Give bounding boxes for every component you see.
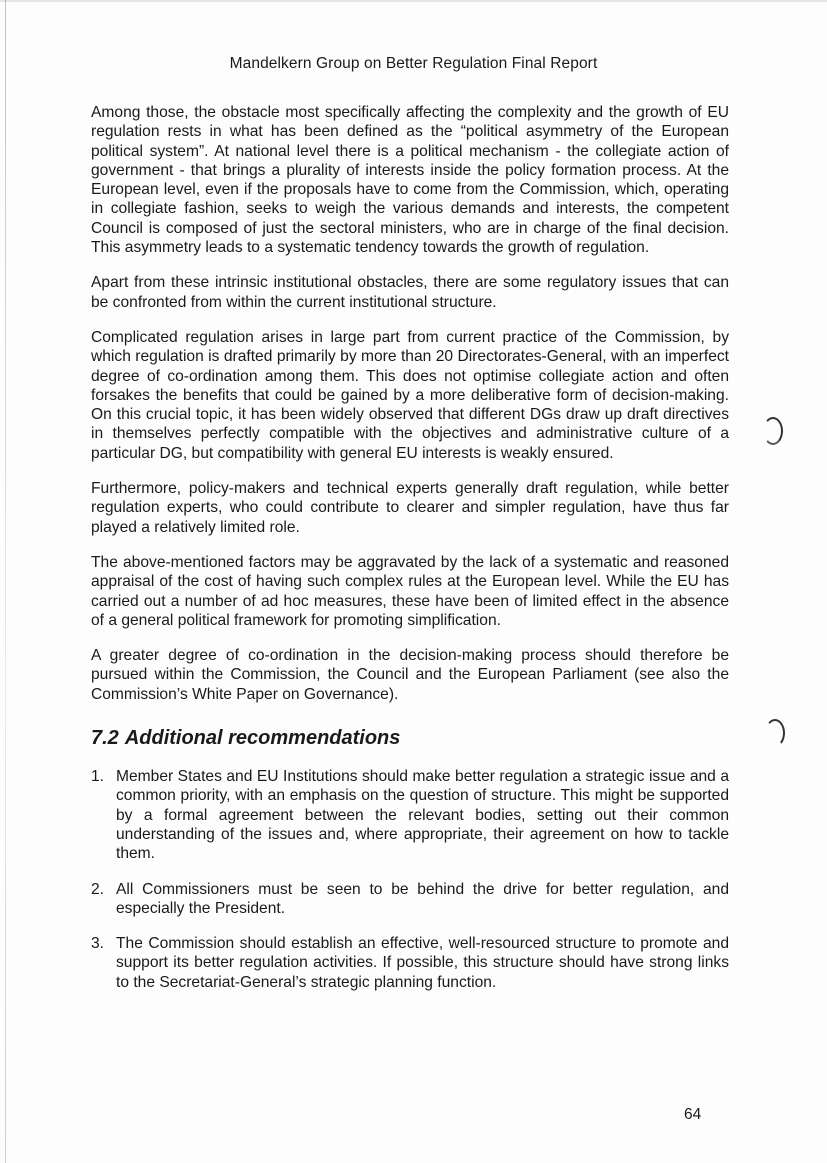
list-item-text: All Commissioners must be seen to be behind the drive for better regulation, and especially the President. — [116, 880, 729, 917]
list-item — [91, 880, 729, 919]
page-number: 64 — [684, 1106, 702, 1123]
section-title: Additional recommendations — [124, 727, 401, 750]
paragraph-political-asymmetry: Among those, the obstacle most specifically affecting the complexity and the growth of EU regulation rests in what has been defined as the “political asymmetry of the European political system”. At national level there is a political mechanism - the collegiate action of government - that brings a plurality of interests inside the policy formation process. At the European level, even if the proposals have to come from the Commission, which, operating in collegiate fashion, seeks to weigh the various demands and interests, the competent Council is composed of just the sectoral ministers, who are in charge of the final decision. This asymmetry leads to a systematic tendency towards the growth of regulation. — [91, 104, 729, 257]
scan-edge-left — [5, 0, 6, 1163]
paragraph-coordination: A greater degree of co-ordination in the decision-making process should therefore be pursued within the Commission, the Council and the European Parliament (see also the Commission’s White Paper on Governance). — [91, 647, 729, 703]
punch-hole-mark — [765, 719, 785, 747]
section-number: 7.2 — [91, 727, 119, 750]
list-item-number: 3. — [91, 935, 105, 953]
list-item-number: 2. — [91, 880, 105, 898]
list-item-text: The Commission should establish an effective, well-resourced structure to promote and support its better regulation activities. If possible, this structure should have strong links to the Secretariat-General’s strategic planning function. — [116, 935, 729, 991]
list-item — [91, 934, 729, 992]
running-header: Mandelkern Group on Better Regulation Final Report — [229, 55, 598, 72]
paragraph-institutional-obstacles: Apart from these intrinsic institutional obstacles, there are some regulatory issues that can be confronted from within the current institutional structure. — [91, 274, 729, 311]
scan-edge-top — [0, 0, 827, 2]
paragraph-aggravating-factors: The above-mentioned factors may be aggravated by the lack of a systematic and reasoned appraisal of the cost of having such complex rules at the European level. While the EU has carried out a number of ad hoc measures, these have been of limited effect in the absence of a general political framework for promoting simplification. — [91, 553, 729, 629]
list-item-text: Member States and EU Institutions should make better regulation a strategic issue and a common priority, with an emphasis on the question of structure. This might be supported by a formal agreement between the relevant bodies, setting out their common understanding of the issues and, where appropriate, their agreement on how to tackle them. — [116, 768, 729, 863]
punch-hole-mark — [763, 417, 783, 445]
body-text — [91, 103, 729, 1008]
paragraph-complicated-regulation: Complicated regulation arises in large part from current practice of the Commission, by which regulation is drafted primarily by more than 20 Directorates-General, with an imperfect degree of co-ordination among them. This does not optimise collegiate action and often forsakes the benefits that could be gained by a more deliberative form of decision-making. On this crucial topic, it has been widely observed that different DGs draw up draft directives in themselves perfectly compatible with the objectives and administrative culture of a particular DG, but compatibility with general EU interests is weakly ensured. — [91, 328, 729, 462]
section-heading — [91, 726, 729, 750]
list-item — [91, 767, 729, 863]
paragraph-policy-makers: Furthermore, policy-makers and technical experts generally draft regulation, while better regulation experts, who could contribute to clearer and simpler regulation, have thus far played a relatively limited role. — [91, 480, 729, 536]
recommendations-list — [91, 767, 729, 992]
list-item-number: 1. — [91, 768, 105, 786]
